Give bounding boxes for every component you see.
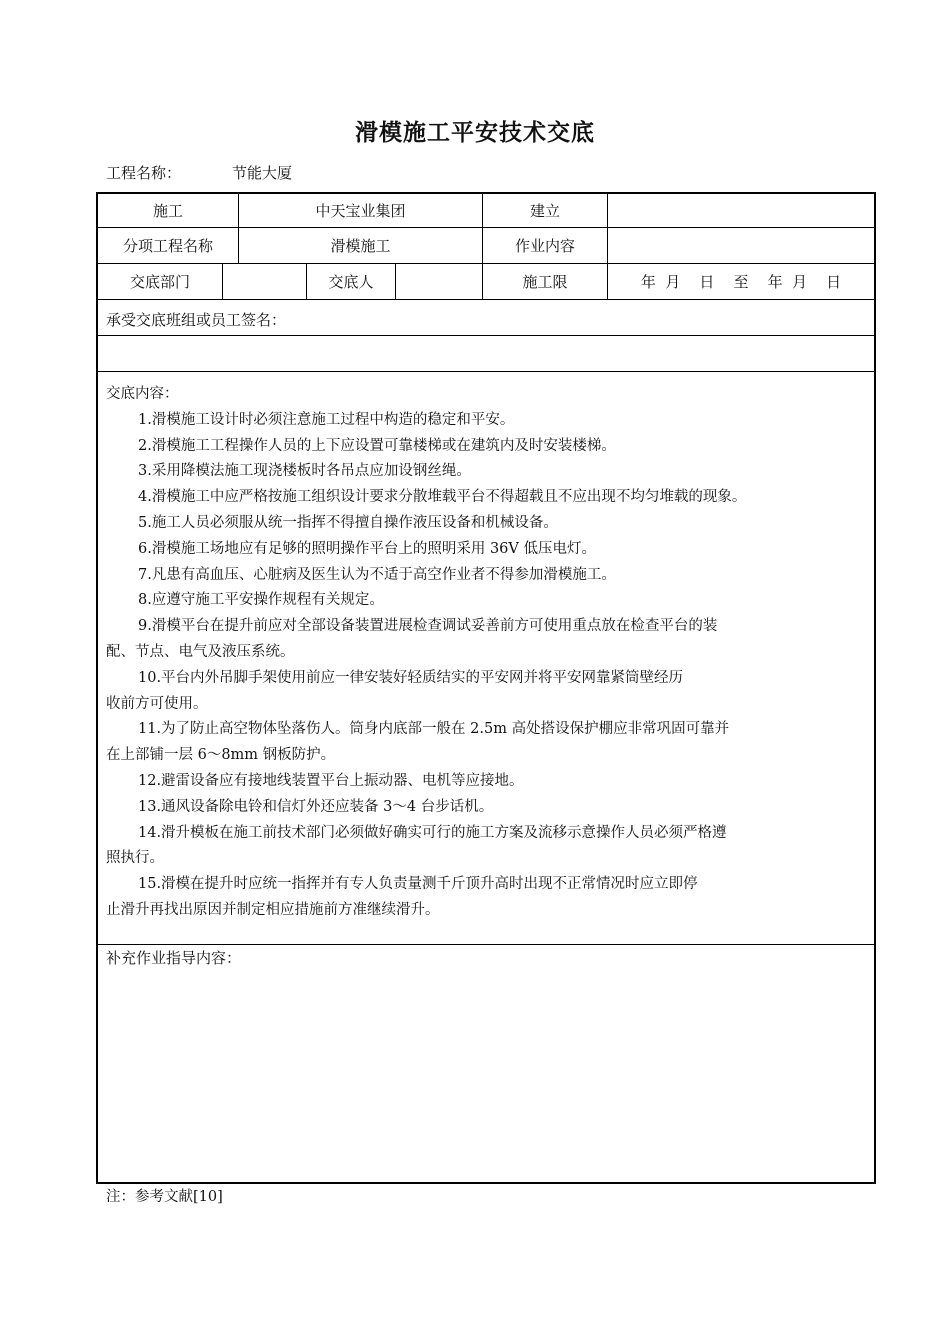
content-line: 11.为了防止高空物体坠落伤人。筒身内底部一般在 2.5m 高处搭设保护棚应非常巩固可靠并: [138, 721, 730, 738]
content-line: 3.采用降模法施工现浇楼板时各吊点应加设钢丝绳。: [138, 463, 471, 480]
briefer-value: [396, 264, 482, 299]
content-line: 6.滑模施工场地应有足够的照明操作平台上的照明采用 36V 低压电灯。: [138, 540, 596, 557]
content-line: 15.滑模在提升时应统一指挥并有专人负责量测千斤顶升高时出现不正常情况时应立即停: [138, 876, 698, 893]
sub-project-value: 滑模施工: [330, 237, 391, 255]
briefer-label: 交底人: [328, 273, 374, 291]
content-line: 在上部铺一层 6～8mm 钢板防护。: [106, 747, 336, 764]
content-line: 1.滑模施工设计时必须注意施工过程中构造的稳定和平安。: [138, 411, 515, 428]
content-line: 4.滑模施工中应严格按施工组织设计要求分散堆载平台不得超载且不应出现不均匀堆载的现象。: [138, 489, 747, 506]
content-line: 2.滑模施工工程操作人员的上下应设置可靠楼梯或在建筑内及时安装楼梯。: [138, 437, 616, 454]
row-divider: [98, 299, 874, 300]
construction-period-value: 年 月 日 至 年 月 日: [640, 273, 842, 291]
construction-period-label: 施工限: [522, 273, 568, 291]
content-line: 收前方可使用。: [106, 695, 208, 712]
content-line: 9.滑模平台在提升前应对全部设备装置进展检查调试妥善前方可使用重点放在检查平台的装: [138, 618, 718, 635]
briefing-dept-value: [223, 264, 306, 299]
content-line: 照执行。: [106, 850, 164, 867]
row-divider: [98, 371, 874, 372]
briefing-content: [106, 382, 866, 924]
content-line: 12.避雷设备应有接地线装置平台上振动器、电机等应接地。: [138, 772, 524, 789]
content-line: 10.平台内外吊脚手架使用前应一律安装好轻质结实的平安网并将平安网靠紧筒壁经历: [138, 669, 684, 686]
row-divider: [98, 335, 874, 336]
work-content-label: 作业内容: [514, 237, 575, 255]
construction-company: 中天宝业集团: [315, 202, 406, 220]
work-content-value: [608, 228, 874, 263]
content-line: 7.凡患有高血压、心脏病及医生认为不适于高空作业者不得参加滑模施工。: [138, 566, 616, 583]
row-divider: [98, 944, 874, 945]
supervision-label: 建立: [529, 202, 560, 220]
supplement-label: 补充作业指导内容：: [106, 949, 242, 967]
content-line: 14.滑升模板在施工前技术部门必须做好确实可行的施工方案及流移示意操作人员必须严格遵: [138, 824, 727, 841]
content-line: 止滑升再找出原因并制定相应措施前方准继续滑升。: [106, 901, 440, 918]
sub-project-label: 分项工程名称: [122, 237, 213, 255]
document-title: 滑模施工平安技术交底: [355, 120, 595, 146]
content-lines: [106, 408, 866, 924]
content-line: 8.应遵守施工平安操作规程有关规定。: [138, 592, 384, 609]
supervision-value: [608, 194, 874, 227]
project-name-label: 工程名称：: [106, 164, 182, 182]
content-line: 配、节点、电气及液压系统。: [106, 643, 295, 660]
content-line: 13.通风设备除电铃和信灯外还应装备 3～4 台步话机。: [138, 798, 494, 815]
signature-label: 承受交底班组或员工签名：: [106, 311, 287, 329]
content-label: 交底内容：: [106, 386, 179, 402]
project-name-value: 节能大厦: [232, 164, 293, 182]
briefing-dept-label: 交底部门: [129, 273, 190, 291]
construction-label: 施工: [152, 202, 183, 220]
briefing-table: [96, 192, 876, 1184]
reference-note: 注：参考文献[10]: [106, 1189, 223, 1205]
content-line: 5.施工人员必须服从统一指挥不得擅自操作液压设备和机械设备。: [138, 514, 558, 531]
